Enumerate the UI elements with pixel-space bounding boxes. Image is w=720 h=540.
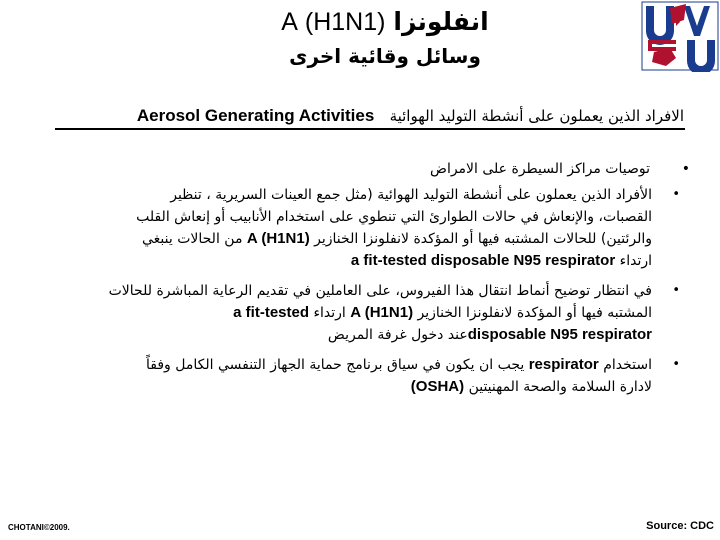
sub2-line3-en: disposable N95 respirator (467, 326, 652, 343)
sub3-line1-en: respirator (528, 356, 599, 373)
slide-subtitle: وسائل وقائية اخرى (289, 44, 481, 68)
title-arabic: انفلونزا (393, 7, 489, 36)
sub3-line2-a: لادارة السلامة والصحة المهنيتين (468, 379, 652, 395)
sub1-line1: الأفراد الذين يعملون على أنشطة التوليد الهوائية (مثل جمع العينات السريرية ، تنظير (170, 187, 652, 203)
sub1-line4-en: a fit-tested disposable N95 respirator (350, 252, 616, 269)
sub2-line2-b: ارتداء (313, 305, 346, 321)
section-heading (34, 104, 684, 128)
usu-logo (640, 0, 720, 72)
sub3-line2 (40, 376, 652, 398)
sub3-line2-en: (OSHA) (410, 378, 465, 395)
sub1-line3-a: والرئتين) للحالات المشتبه فيها أو المؤكدة لانفلونزا الخنازير (314, 231, 652, 247)
sub1-line4 (40, 250, 652, 272)
sub3-line1-b: يجب ان يكون في سياق برنامج حماية الجهاز التنفسي الكامل وفقاً (146, 357, 525, 373)
bullet-dot-icon: • (681, 161, 690, 177)
sub1-line3-en: A (H1N1) (246, 230, 310, 247)
sub-bullet-3 (40, 354, 690, 398)
sub-bullet-1 (40, 184, 690, 272)
title-latin: (H1N1) A (281, 8, 386, 36)
source-footer: Source: CDC (646, 520, 714, 532)
sub1-line3-b: من الحالات ينبغي (142, 231, 243, 247)
sub1-line3 (40, 228, 652, 250)
sub2-line1: في انتظار توضيح أنماط انتقال هذا الفيروس، على العاملين في تقديم الرعاية المباشرة للحالات (108, 283, 652, 299)
sub2-line3 (40, 324, 652, 346)
sub3-line1-a: استخدام (603, 357, 652, 373)
sub2-line2-en: A (H1N1) (350, 304, 414, 321)
bullet-dot-icon: • (672, 357, 680, 372)
sub1-line2: القصبات، والإنعاش في حالات الطوارئ التي تنطوي على استخدام الأنابيب أو إنعاش القلب (136, 209, 652, 225)
sub-bullet-2 (40, 280, 690, 346)
sub3-line1 (40, 354, 652, 376)
sub2-line3-b: عند دخول غرفة المريض (327, 327, 468, 343)
sub2-line2-en2: a fit-tested (233, 304, 309, 321)
heading-english: Aerosol Generating Activities (136, 106, 375, 125)
bullet-dot-icon: • (672, 283, 680, 298)
main-bullet-text: توصيات مراكز السيطرة على الامراض (430, 161, 650, 177)
slide-title (150, 6, 620, 38)
heading-underline (55, 128, 685, 130)
copyright-footer: CHOTANI©2009. (8, 523, 70, 532)
sub2-line2 (40, 302, 652, 324)
main-bullet (40, 158, 690, 180)
heading-arabic: الافراد الذين يعملون على أنشطة التوليد الهوائية (389, 107, 684, 125)
bullet-dot-icon: • (672, 187, 680, 202)
sub2-line2-a: المشتبه فيها أو المؤكدة لانفلونزا الخنازير (417, 305, 652, 321)
sub1-line4-a: ارتداء (619, 253, 652, 269)
bullet-list (40, 158, 690, 406)
